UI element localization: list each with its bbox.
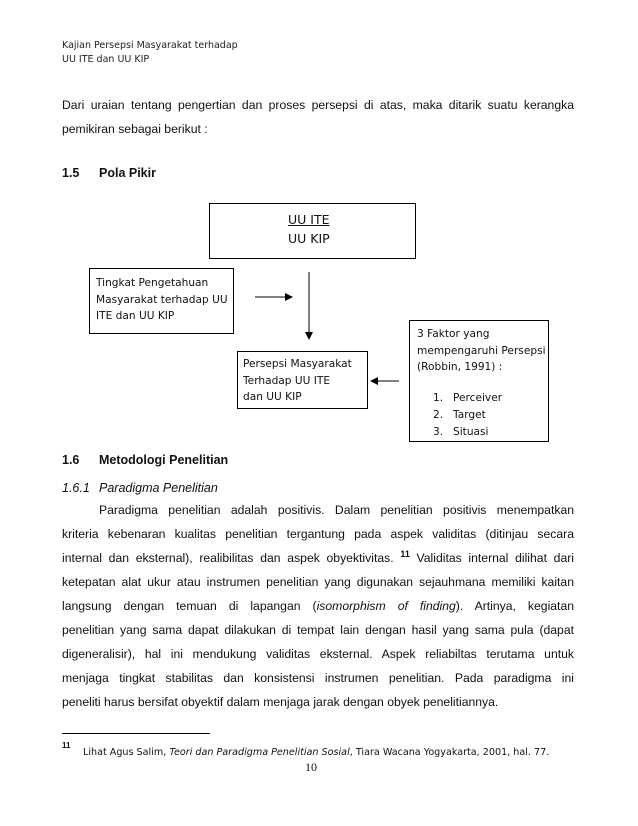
paragraph-line-4: ketepatan alat ukur atau instrumen penelitian yang digunakan sejauhmana memiliki kaitan [62,575,574,589]
factor-item-target: 2. Target [433,409,486,421]
page-number: 10 [305,760,317,774]
footnote-ref-11: 11 [400,548,410,559]
factor-item-situasi: 3. Situasi [433,426,489,438]
box-faktor-line-1: 3 Faktor yang [417,328,490,340]
box-uu-kip-label: UU KIP [288,231,330,246]
footnote-number: 11 [62,741,71,750]
section-title-pola-pikir: Pola Pikir [99,166,156,180]
box-uu-ite-label: UU ITE [288,212,330,227]
box-faktor-line-3: (Robbin, 1991) : [417,361,503,373]
paragraph-line-7: digeneralisir), hal ini mendukung validitas eksternal. Aspek reliabiltas terutama untuk [62,647,574,661]
intro-line-1: Dari uraian tentang pengertian dan proses persepsi di atas, maka ditarik suatu kerangka [62,98,574,112]
paradigma-paragraph [62,498,574,714]
box-persepsi-line-3: dan UU KIP [243,391,302,403]
paragraph-line-8: menjaga tingkat stabilitas dan konsistensi instrumen penelitian. Pada paradigma ini [62,671,574,685]
box-tingkat-line-2: Masyarakat terhadap UU [96,293,228,306]
intro-line-2: pemikiran sebagai berikut : [62,122,208,136]
footnote-separator [62,733,210,734]
paragraph-line-3: internal dan eksternal), realibilitas dan aspek obyektivitas. $^{11}$ Validitas internal dilihat dari [62,548,574,565]
box-faktor-line-2: mempengaruhi Persepsi [417,344,546,357]
running-header-line1: Kajian Persepsi Masyarakat terhadap [62,40,238,51]
paragraph-line-9: peneliti harus bersifat obyektif dalam menjaga jarak dengan obyek penelitiannya. [62,695,499,709]
paragraph-line-5: langsung dengan temuan di lapangan (isomorphism of finding). Artinya, kegiatan [62,599,574,613]
section-number-1-5: 1.5 [62,166,80,180]
paragraph-line-2: kriteria kebenaran kualitas penelitian tergantung pada aspek validitas (ditinjau secara [62,527,574,541]
footnote-text: Lihat Agus Salim, Teori dan Paradigma Penelitian Sosial, Tiara Wacana Yogyakarta, 2001, hal. 77. [83,747,550,758]
box-tingkat-line-3: ITE dan UU KIP [96,310,175,322]
paragraph-line-6: penelitian yang sama dapat dilakukan di tempat lain dengan hasil yang sama pula (dapat [62,623,574,637]
section-title-metodologi: Metodologi Penelitian [99,453,229,467]
running-header-line2: UU ITE dan UU KIP [62,54,150,65]
box-persepsi-line-1: Persepsi Masyarakat [243,358,352,370]
box-persepsi-line-2: Terhadap UU ITE [243,374,331,387]
section-number-1-6-1: 1.6.1 [62,481,90,495]
factor-item-perceiver: 1. Perceiver [433,392,503,404]
section-title-paradigma: Paradigma Penelitian [99,481,218,495]
paragraph-line-1: Paradigma penelitian adalah positivis. Dalam penelitian positivis menempatkan [99,503,574,517]
section-number-1-6: 1.6 [62,453,80,467]
box-tingkat-line-1: Tingkat Pengetahuan [96,277,209,289]
